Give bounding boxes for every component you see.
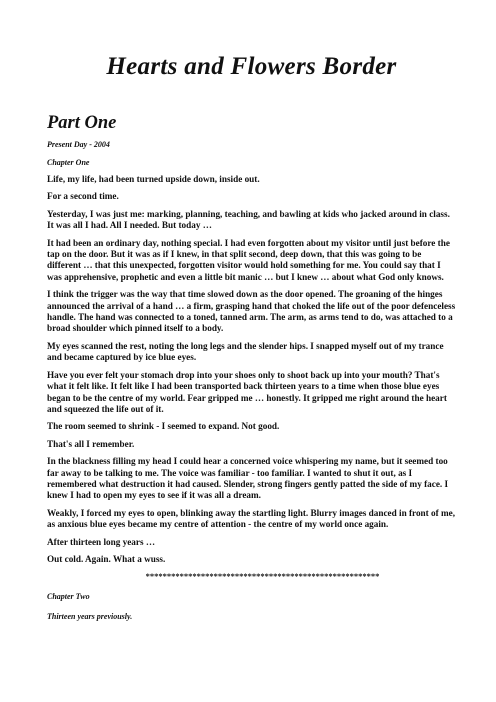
paragraph: Yesterday, I was just me: marking, planning, teaching, and bawling at kids who jacked around in class. It was all I had. All I needed. But today … [47, 208, 450, 231]
chapter-two-heading: Chapter Two [47, 592, 90, 602]
paragraph: In the blackness filling my head I could hear a concerned voice whispering my name, but it seemed too far away to be talking to me. The voice was familiar - too familiar. I wanted to shut it out, as I remembered what destruction it had caused. Slender, strong fingers gently patted the side of my face. I knew I had to open my eyes to see if it was all a dream. [47, 456, 449, 501]
paragraph: Out cold. Again. What a wuss. [47, 553, 166, 564]
paragraph: After thirteen long years … [47, 536, 156, 547]
scene-separator: ******************************************************* [145, 571, 380, 582]
paragraph: Have you ever felt your stomach drop into your shoes only to shoot back up into your mouth? That's what it felt like. It felt like I had been transported back thirteen years to a time when those blue eyes began to be the centre of my world. Fear gripped me … honestly. It gripped me right around the heart and squeezed the life out of it. [47, 369, 447, 414]
present-day-label: Present Day - 2004 [47, 140, 110, 149]
document-title: Hearts and Flowers Border [106, 53, 397, 80]
paragraph: My eyes scanned the rest, noting the long legs and the slender hips. I snapped myself out of my trance and became captured by ice blue eyes. [47, 340, 444, 363]
paragraph: For a second time. [47, 191, 119, 202]
chapter-one-body [47, 174, 456, 565]
paragraph: That's all I remember. [47, 438, 135, 449]
paragraph: I think the trigger was the way that time slowed down as the door opened. The groaning of the hinges announced the arrival of a hand … a firm, grasping hand that choked the life out of the poor defenceless handle. The hand was connected to a toned, tanned arm. The arm, as arms tend to do, was attached to a broad shoulder which pinned itself to a body. [47, 289, 456, 334]
chapter-one-heading: Chapter One [47, 158, 90, 167]
paragraph: Life, my life, had been turned upside down, inside out. [47, 174, 260, 184]
paragraph: It had been an ordinary day, nothing special. I had even forgotten about my visitor until just before the tap on the door. But it was as if I knew, in that split second, deep down, that this was going to be different … that this unexpected, forgotten visitor would hold something for me. You could say that I was apprehensive, prophetic and even a little bit manic … but I knew … about what God only knows. [47, 237, 450, 282]
years-previously-label: Thirteen years previously. [47, 612, 133, 622]
paragraph: The room seemed to shrink - I seemed to expand. Not good. [47, 421, 280, 432]
part-heading: Part One [47, 113, 117, 133]
paragraph: Weakly, I forced my eyes to open, blinking away the startling light. Blurry images danced in front of me, as anxious blue eyes became my centre of attention - the centre of my world once again. [47, 507, 455, 530]
